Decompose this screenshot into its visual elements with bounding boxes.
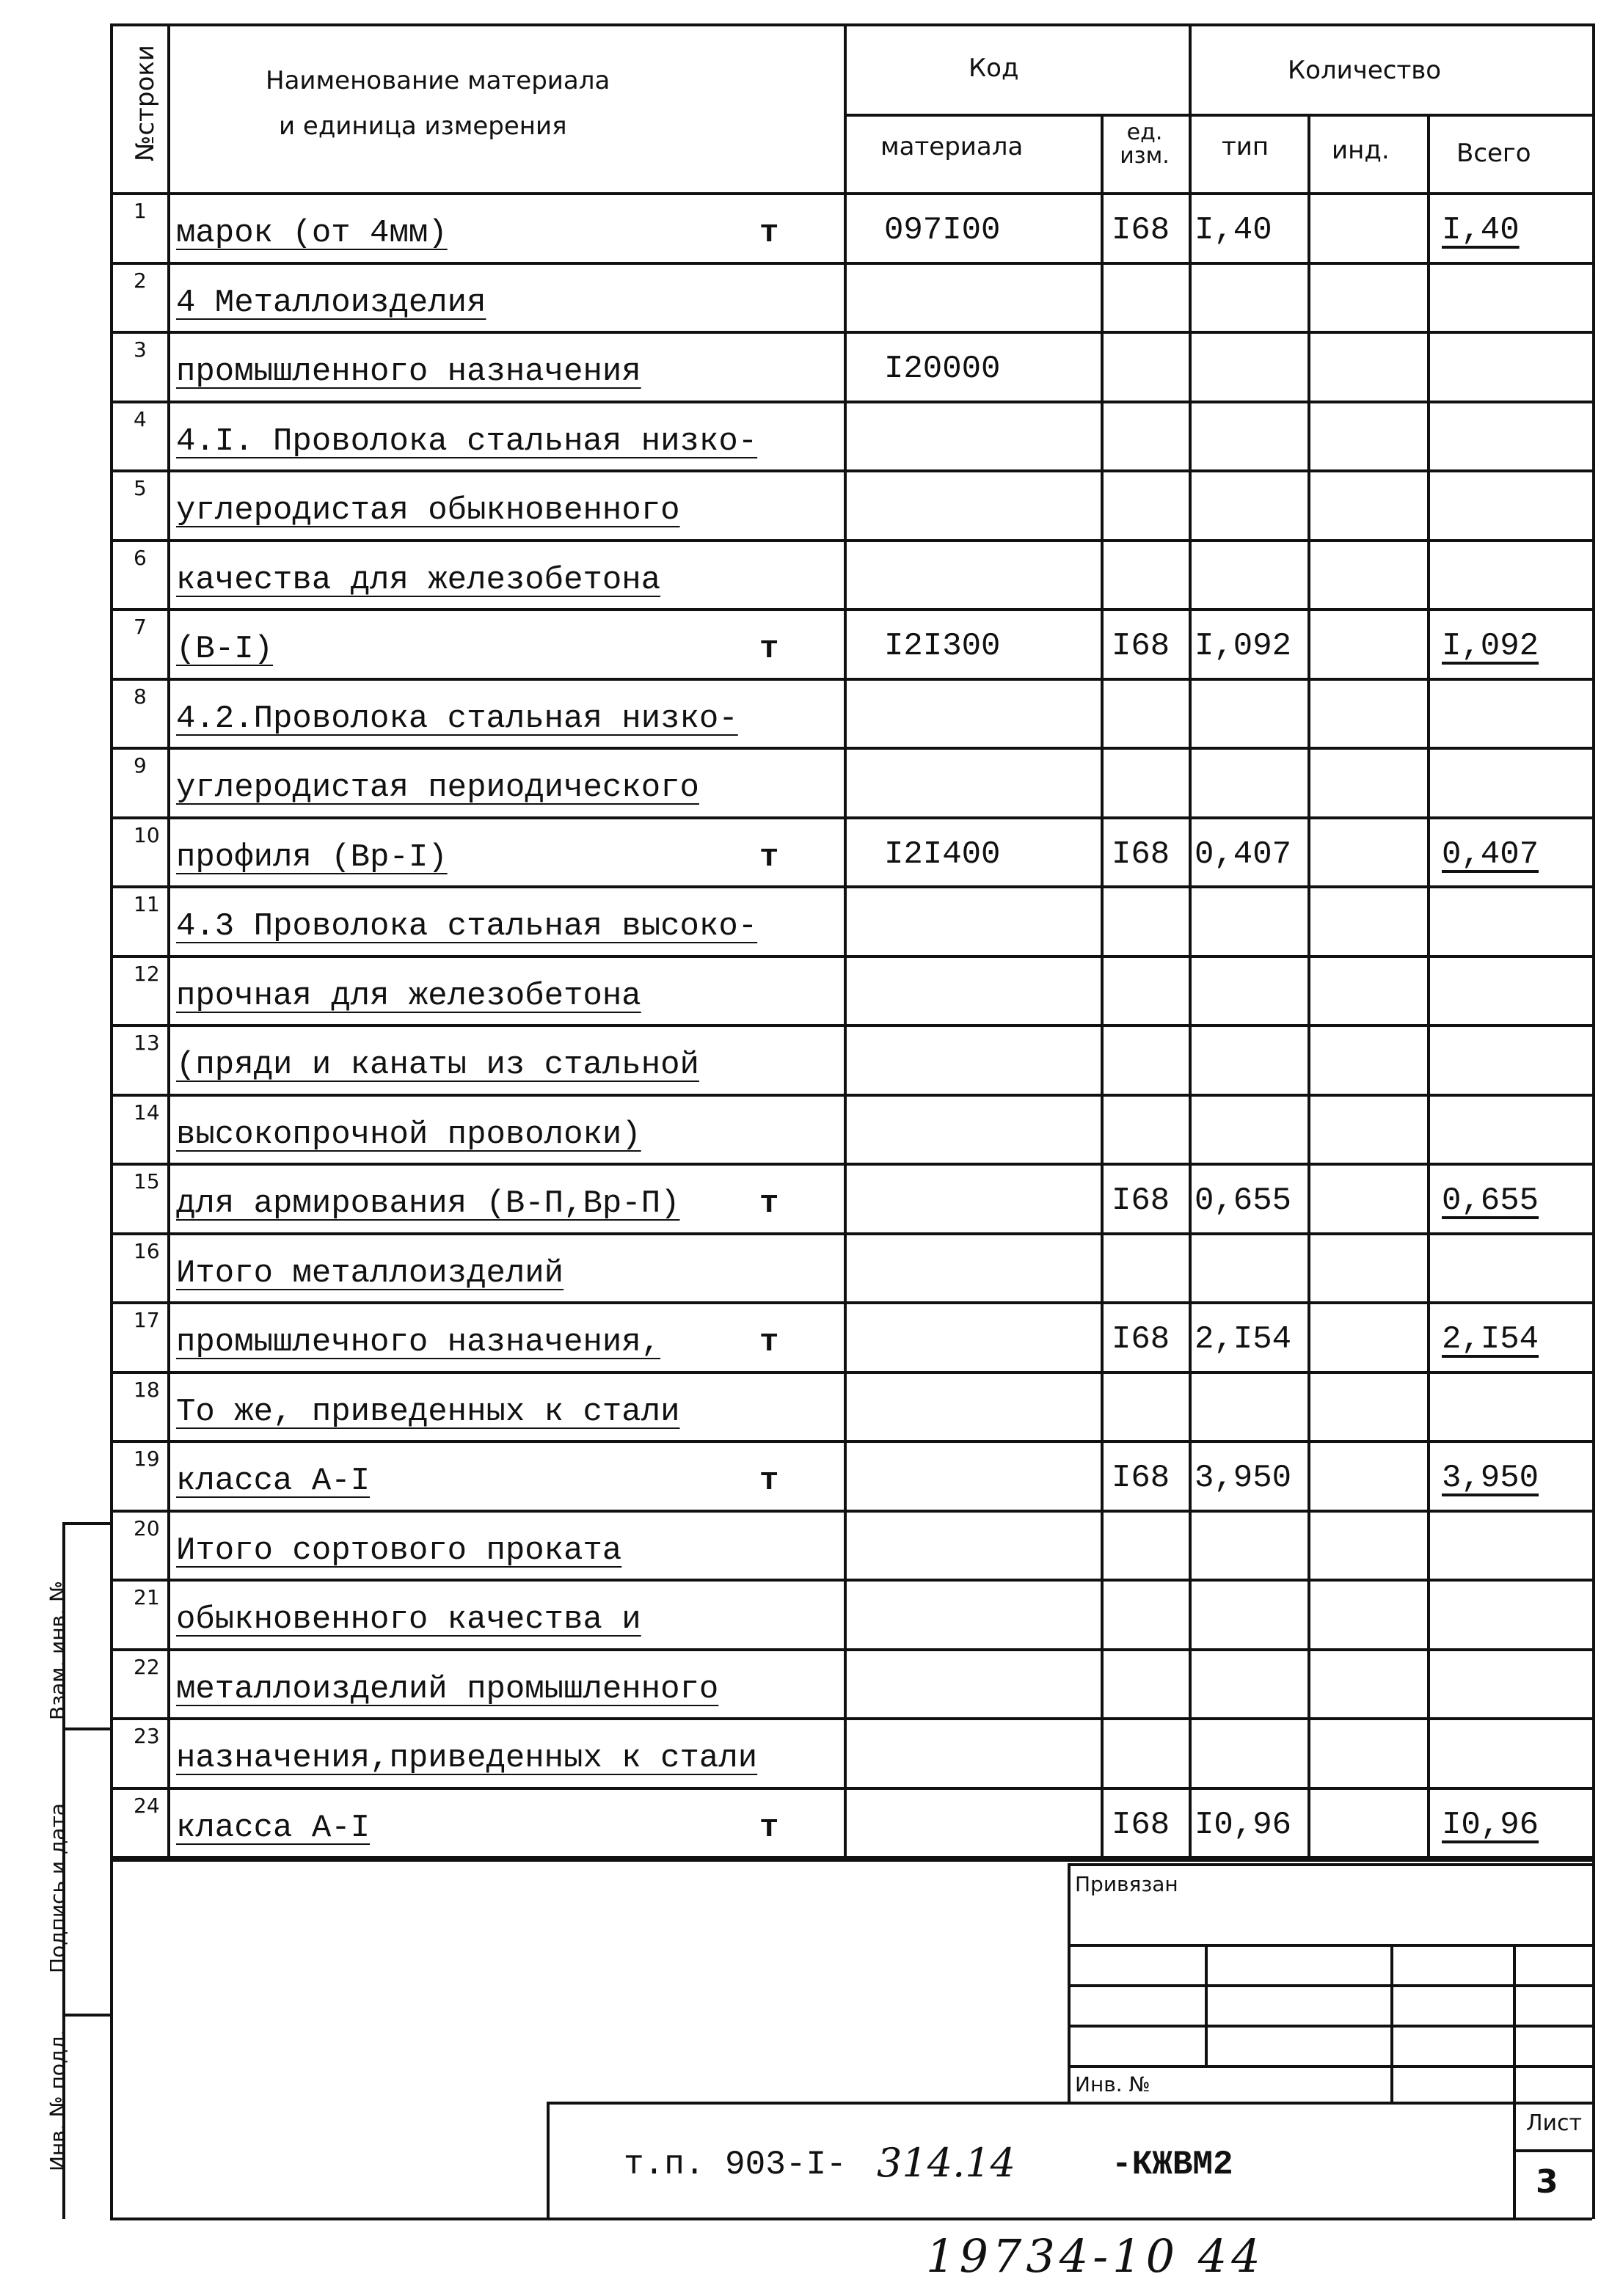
row-material-code: I2I300 (884, 628, 1001, 665)
frame-left-border (110, 23, 113, 2219)
privyazan-label: Привязан (1075, 1872, 1178, 1896)
row-name: качества для железобетона (176, 561, 661, 599)
row-qty-type: I0,96 (1195, 1806, 1292, 1843)
row-unit: т (759, 215, 779, 252)
doc-designation-prefix: т.п. 903-I- (624, 2146, 847, 2184)
row-line (110, 1163, 1592, 1166)
row-name: (пряди и канаты из стальной (176, 1047, 699, 1083)
row-name: (B-I) (176, 631, 274, 668)
stamp-signature-date: Подпись и дата (45, 1803, 70, 1973)
title-block-line (547, 2102, 1592, 2105)
row-line (110, 1648, 1592, 1651)
row-line (110, 955, 1592, 958)
row-name: металлоизделий промышленного (176, 1670, 719, 1708)
row-number: 19 (134, 1447, 160, 1471)
row-number: 18 (134, 1377, 160, 1402)
row-line (110, 1094, 1592, 1097)
title-block-vline (1513, 1944, 1516, 2219)
row-number: 6 (134, 545, 147, 570)
row-line (110, 1371, 1592, 1374)
row-line (110, 1787, 1592, 1790)
row-unit: т (759, 1185, 779, 1222)
row-line (110, 1440, 1592, 1443)
row-line (110, 469, 1592, 472)
title-block-vline (1390, 1944, 1393, 2102)
row-qty-total: 2,I54 (1442, 1321, 1539, 1358)
row-unit-code: I68 (1112, 1182, 1170, 1219)
header-code-unit: ед. изм. (1120, 120, 1170, 169)
row-name: 4.I. Проволока стальная низко- (176, 423, 758, 460)
sheet-number: 3 (1536, 2163, 1558, 2201)
row-material-code: I20000 (884, 351, 1001, 387)
header-name-line1: Наименование материала (266, 66, 610, 95)
row-line (110, 678, 1592, 681)
row-line (110, 608, 1592, 611)
inv-no-label: Инв. № (1075, 2072, 1150, 2096)
row-unit-code: I68 (1112, 836, 1170, 873)
row-qty-type: I,40 (1195, 212, 1272, 249)
row-qty-total: 0,655 (1442, 1182, 1539, 1219)
row-unit-code: I68 (1112, 628, 1170, 665)
row-qty-type: 0,407 (1195, 836, 1292, 873)
row-number: 20 (134, 1516, 160, 1540)
row-number: 8 (134, 684, 147, 709)
row-name: класса А-I (176, 1809, 371, 1846)
row-line (110, 1301, 1592, 1304)
row-qty-total: I,092 (1442, 628, 1539, 665)
row-number: 5 (134, 476, 147, 500)
row-number: 2 (134, 268, 147, 293)
row-name: углеродистая обыкновенного (176, 492, 680, 529)
footer-handwritten-number: 19734-10 44 (926, 2229, 1265, 2283)
column-line (1427, 114, 1430, 1856)
header-row-number: №строки (131, 45, 160, 161)
row-name: промышленного назначения (176, 354, 641, 390)
title-block-line (1068, 1863, 1592, 1866)
header-quantity: Количество (1288, 56, 1442, 85)
header-code: Код (969, 54, 1019, 83)
row-material-code: I2I400 (884, 836, 1001, 873)
sheet-label: Лист (1526, 2110, 1583, 2136)
row-qty-total: I,40 (1442, 212, 1520, 249)
row-name: 4 Металлоизделия (176, 284, 486, 321)
row-number: 21 (134, 1585, 160, 1609)
stamp-line (62, 1728, 110, 1730)
row-number: 13 (134, 1031, 160, 1055)
row-name: углеродистая периодического (176, 769, 699, 806)
row-qty-type: 2,I54 (1195, 1321, 1292, 1358)
row-number: 24 (134, 1793, 160, 1818)
stamp-vzam-inv: Взам. инв. № (45, 1580, 70, 1720)
row-line (110, 747, 1592, 750)
row-unit: т (759, 1324, 779, 1361)
row-line (110, 885, 1592, 888)
header-qty-total: Всего (1456, 139, 1531, 168)
row-qty-total: 0,407 (1442, 836, 1539, 873)
column-line (1101, 114, 1104, 1856)
column-line (1308, 114, 1310, 1856)
row-unit: т (759, 1463, 779, 1499)
stamp-line (62, 2014, 110, 2017)
row-qty-type: 3,950 (1195, 1460, 1292, 1496)
row-number: 9 (134, 753, 147, 778)
table-bottom-line (110, 1859, 1592, 1862)
header-bottom-line (110, 192, 1592, 195)
row-line (110, 331, 1592, 334)
row-name: прочная для железобетона (176, 977, 641, 1014)
row-qty-total: 3,950 (1442, 1460, 1539, 1496)
row-name: назначения,приведенных к стали (176, 1740, 758, 1777)
row-unit-code: I68 (1112, 1321, 1170, 1358)
row-unit: т (759, 631, 779, 668)
row-name: Итого сортового проката (176, 1532, 622, 1569)
doc-designation-handwritten: 314.14 (877, 2140, 1015, 2186)
row-number: 3 (134, 337, 147, 362)
row-number: 12 (134, 961, 160, 986)
row-line (110, 539, 1592, 542)
row-number: 14 (134, 1100, 160, 1125)
header-code-material: материала (880, 132, 1024, 161)
row-number: 10 (134, 822, 160, 847)
row-unit: т (759, 1809, 779, 1846)
row-number: 17 (134, 1308, 160, 1332)
stamp-line (62, 1522, 110, 1525)
row-name: марок (от 4мм) (176, 215, 448, 252)
row-unit: т (759, 838, 779, 876)
row-number: 1 (134, 199, 147, 223)
stamp-inv-podl: Инв. № подл. (45, 2029, 70, 2171)
row-line (110, 262, 1592, 265)
table-top-border (110, 23, 1592, 26)
row-line (110, 401, 1592, 403)
row-number: 22 (134, 1654, 160, 1679)
row-material-code: 097I00 (884, 212, 1001, 249)
row-line (110, 816, 1592, 819)
row-name: для армирования (В-П,Вр-П) (176, 1185, 680, 1222)
header-name-line2: и единица измерения (279, 111, 567, 141)
row-number: 7 (134, 615, 147, 639)
row-qty-type: I,092 (1195, 628, 1292, 665)
row-number: 23 (134, 1724, 160, 1748)
row-name: высокопрочной проволоки) (176, 1116, 641, 1153)
row-name: промышлечного назначения, (176, 1324, 661, 1361)
title-block-vline (547, 2102, 550, 2219)
row-number: 11 (134, 892, 160, 916)
row-name: 4.2.Проволока стальная низко- (176, 700, 738, 737)
row-line (110, 1717, 1592, 1720)
row-name: профиля (Вр-I) (176, 838, 448, 876)
row-number: 16 (134, 1238, 160, 1263)
frame-right-border (1592, 23, 1595, 2219)
frame-bottom-border (110, 2218, 1592, 2220)
row-qty-total: I0,96 (1442, 1806, 1539, 1843)
header-qty-type: тип (1222, 132, 1269, 161)
row-name: Итого металлоизделий (176, 1254, 564, 1292)
doc-designation-suffix: -КЖВМ2 (1112, 2146, 1233, 2184)
row-qty-type: 0,655 (1195, 1182, 1292, 1219)
row-unit-code: I68 (1112, 1460, 1170, 1496)
header-qty-ind: инд. (1332, 136, 1390, 165)
row-name: То же, приведенных к стали (176, 1393, 680, 1430)
row-number: 4 (134, 406, 147, 431)
row-line (110, 1024, 1592, 1027)
row-name: 4.3 Проволока стальная высоко- (176, 908, 758, 945)
title-block-line (1513, 2149, 1592, 2152)
row-line (110, 1232, 1592, 1235)
row-name: обыкновенного качества и (176, 1601, 641, 1638)
row-line (110, 1510, 1592, 1513)
row-name: класса А-I (176, 1463, 371, 1499)
row-number: 15 (134, 1169, 160, 1193)
row-unit-code: I68 (1112, 1806, 1170, 1843)
row-line (110, 1579, 1592, 1582)
row-unit-code: I68 (1112, 212, 1170, 249)
header-mid-line (844, 114, 1592, 117)
title-block-vline (1205, 1944, 1208, 2065)
